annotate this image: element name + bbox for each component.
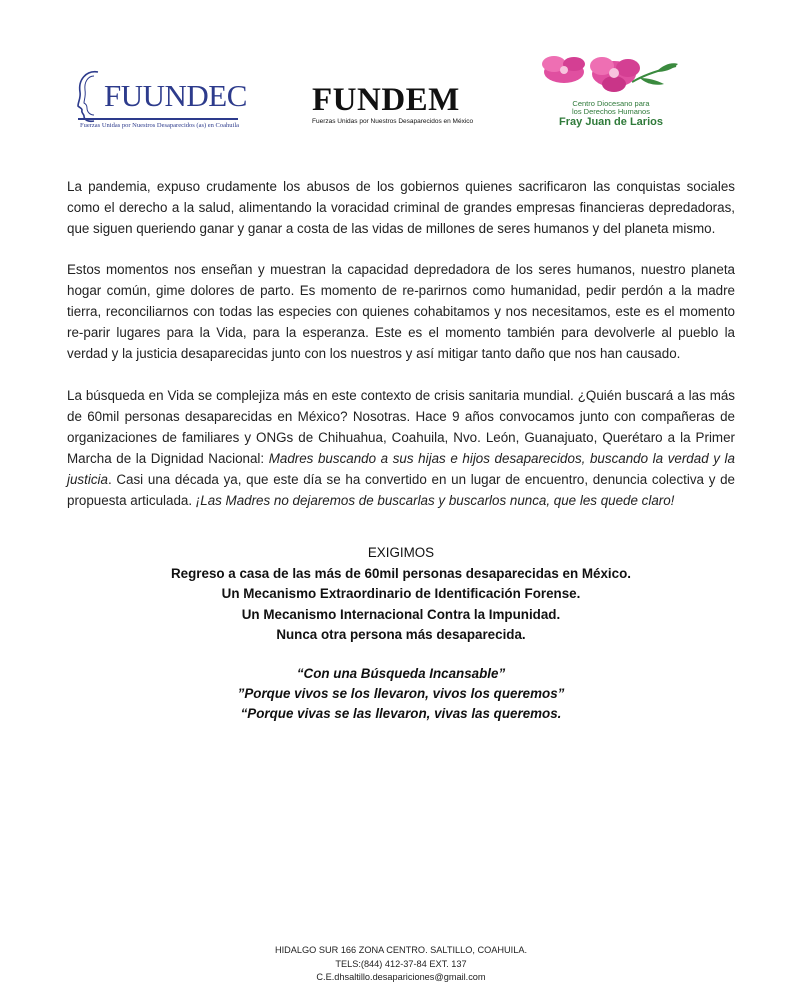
- slogan: “Con una Búsqueda Incansable”: [296, 666, 506, 681]
- demands-title: EXIGIMOS: [367, 545, 435, 560]
- paragraph-moments: Estos momentos nos enseñan y muestran la capacidad depredadora de los seres humanos, nuestro planeta hogar común, gime dolores de parto. Es momento de re-parirnos como humanidad, pedir perdón a la madre tierra, reconciliarnos con todas las especies con quienes cohabitamos y nos necesitamos, este es el momento re-parir lugares para la Vida, para la esperanza. Este es el momento también para devolverle al pueblo la verdad y la justicia desaparecidas junto con los nuestros y así mitigar tanto daño que nos han causado.: [67, 262, 735, 361]
- fundem-subtitle: Fuerzas Unidas por Nuestros Desaparecidos en México: [312, 118, 474, 125]
- fuundec-logo: [74, 64, 247, 134]
- demand-item: Nunca otra persona más desaparecida.: [276, 627, 526, 642]
- demand-item: Un Mecanismo Internacional Contra la Impunidad.: [241, 606, 561, 622]
- fray-juan-de-larios-logo: [536, 52, 686, 126]
- footer-phone: TELS:(844) 412-37-84 EXT. 137: [335, 958, 467, 969]
- fray-line-2: los Derechos Humanos: [572, 107, 650, 116]
- demand-item: Un Mecanismo Extraordinario de Identificación Forense.: [221, 586, 581, 601]
- paragraph-search-part-2: . Casi una década ya, que este día se ha convertido en un lugar de encuentro, denuncia colectiva y de propuesta articulada.: [67, 472, 735, 508]
- footer: [67, 944, 735, 985]
- paragraph-search-italic-2: ¡Las Madres no dejaremos de buscarlas y buscarlos nunca, que les quede claro!: [195, 493, 675, 508]
- paragraph-pandemic: La pandemia, expuso crudamente los abusos de los gobiernos quienes sacrificaron las conquistas sociales como el derecho a la salud, alimentando la voracidad criminal de grandes empresas financieras depredadoras, que siguen queriendo ganar y ganar a costa de las vidas de millones de seres humanos y del planeta mismo.: [67, 179, 735, 236]
- fuundec-underline: [78, 118, 238, 120]
- paragraph-search-italic-1: Madres buscando a sus hijas e hijos desaparecidos, buscando la verdad y la justicia: [67, 451, 735, 487]
- fundem-name: FUNDEM: [312, 82, 460, 118]
- slogans-section: [67, 664, 735, 724]
- fundem-logo: [308, 82, 498, 126]
- fuundec-name: FUUNDEC: [104, 78, 247, 113]
- slogan: “Porque vivas se las llevaron, vivas las queremos.: [240, 706, 562, 721]
- demand-item: Regreso a casa de las más de 60mil personas desaparecidas en México.: [171, 565, 631, 581]
- paragraph-search-part-1: La búsqueda en Vida se complejiza más en este contexto de crisis sanitaria mundial. ¿Quién buscará a las más de 60mil personas desaparecidas en México? Nosotras. Hace 9 años convocamos junto con compañeras de organizaciones de familiares y ONGs de Chihuahua, Coahuila, Nvo. León, Guanajuato, Querétaro a la Primer Marcha de la Dignidad Nacional:: [67, 388, 735, 466]
- fray-text: [536, 100, 686, 126]
- fray-line-3: Fray Juan de Larios: [559, 116, 663, 128]
- footer-address: HIDALGO SUR 166 ZONA CENTRO. SALTILLO, COAHUILA.: [274, 945, 528, 955]
- fuundec-subtitle: Fuerzas Unidas por Nuestros Desaparecidos (as) en Coahuila: [80, 122, 240, 129]
- slogan: ”Porque vivos se los llevaron, vivos los queremos”: [237, 686, 565, 701]
- flower-icon: [536, 52, 686, 100]
- profile-head-icon: [74, 68, 108, 124]
- footer-email: C.E.dhsaltillo.desapariciones@gmail.com: [316, 972, 486, 982]
- fray-line-1: Centro Diocesano para: [572, 99, 650, 108]
- paragraph-search: [67, 385, 735, 511]
- demands-section: [67, 543, 735, 646]
